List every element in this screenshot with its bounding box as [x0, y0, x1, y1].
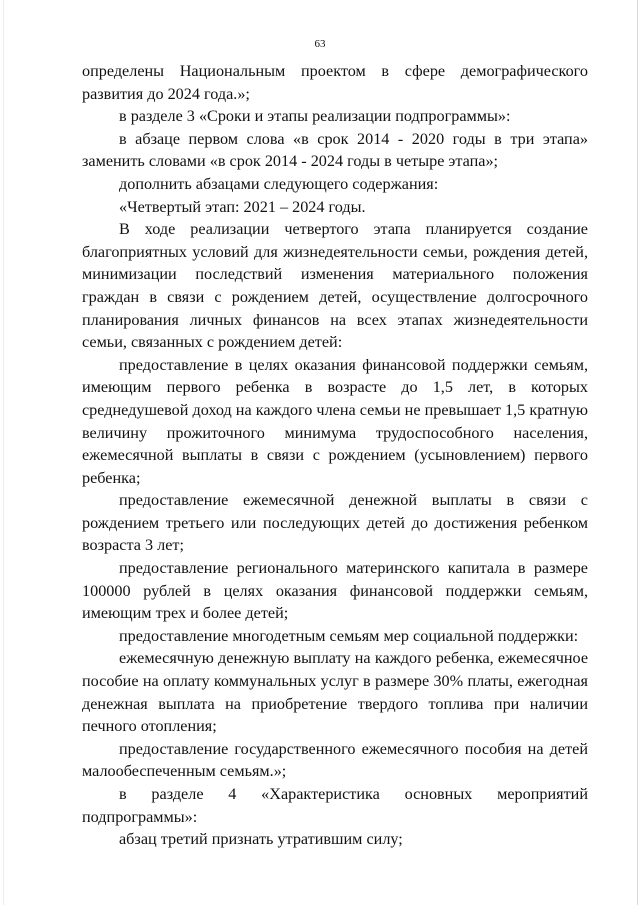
- document-body: [82, 60, 588, 851]
- paragraph-continuation: определены Национальным проектом в сфере демографического развития до 2024 года.»;: [82, 62, 588, 103]
- scan-edge-left: [3, 0, 4, 905]
- paragraph-maternity-capital: предоставление регионального материнского капитала в размере 100000 рублей в целях оказания финансовой поддержки семьям, имеющим трех и более детей;: [82, 559, 588, 623]
- paragraph-add-clauses: дополнить абзацами следующего содержания:: [119, 174, 439, 193]
- paragraph-state-allowance: предоставление государственного ежемесячного пособия на детей малообеспеченным семьям.»;: [82, 739, 588, 781]
- page-number: 63: [314, 38, 326, 50]
- paragraph-repeal-clause: абзац третий признать утратившим силу;: [119, 830, 403, 849]
- paragraph-large-families-support: предоставление многодетным семьям мер социальной поддержки:: [119, 626, 579, 645]
- paragraph-fourth-stage-title: «Четвертый этап: 2021 – 2024 годы.: [119, 197, 366, 216]
- paragraph-monthly-payments: ежемесячную денежную выплату на каждого ребенка, ежемесячное пособие на оплату коммунальных услуг в размере 30% платы, ежегодная денежная выплата на приобретение твердого топлива при наличии печного отопления;: [82, 649, 588, 736]
- scan-edge-right: [637, 0, 638, 905]
- paragraph-replace-words: в абзаце первом слова «в срок 2014 - 2020 годы в три этапа» заменить словами «в срок 2014 - 2024 годы в четыре этапа»;: [82, 129, 588, 171]
- paragraph-third-child-payment: предоставление ежемесячной денежной выплаты в связи с рождением третьего или последующих детей до достижения ребенком возраста 3 лет;: [82, 491, 588, 555]
- paragraph-first-child-payment: предоставление в целях оказания финансовой поддержки семьям, имеющим первого ребенка в возрасте до 1,5 лет, в которых среднедушевой доход на каждого члена семьи не превышает 1,5 кратную величину прожиточного минимума трудоспособного населения, ежемесячной выплаты в связи с рождением (усыновлением) первого ребенка;: [82, 355, 588, 487]
- paragraph-section-4-heading: в разделе 4 «Характеристика основных мероприятий подпрограммы»:: [82, 785, 588, 826]
- paragraph-section-3-heading: в разделе 3 «Сроки и этапы реализации подпрограммы»:: [119, 107, 511, 126]
- paragraph-fourth-stage-goals: В ходе реализации четвертого этапа планируется создание благоприятных условий для жизнедеятельности семьи, рождения детей, минимизации последствий изменения материального положения граждан в связи с рождением детей, осуществление долгосрочного планирования личных финансов на всех этапах жизнедеятельности семьи, связанных с рождением детей:: [82, 220, 588, 352]
